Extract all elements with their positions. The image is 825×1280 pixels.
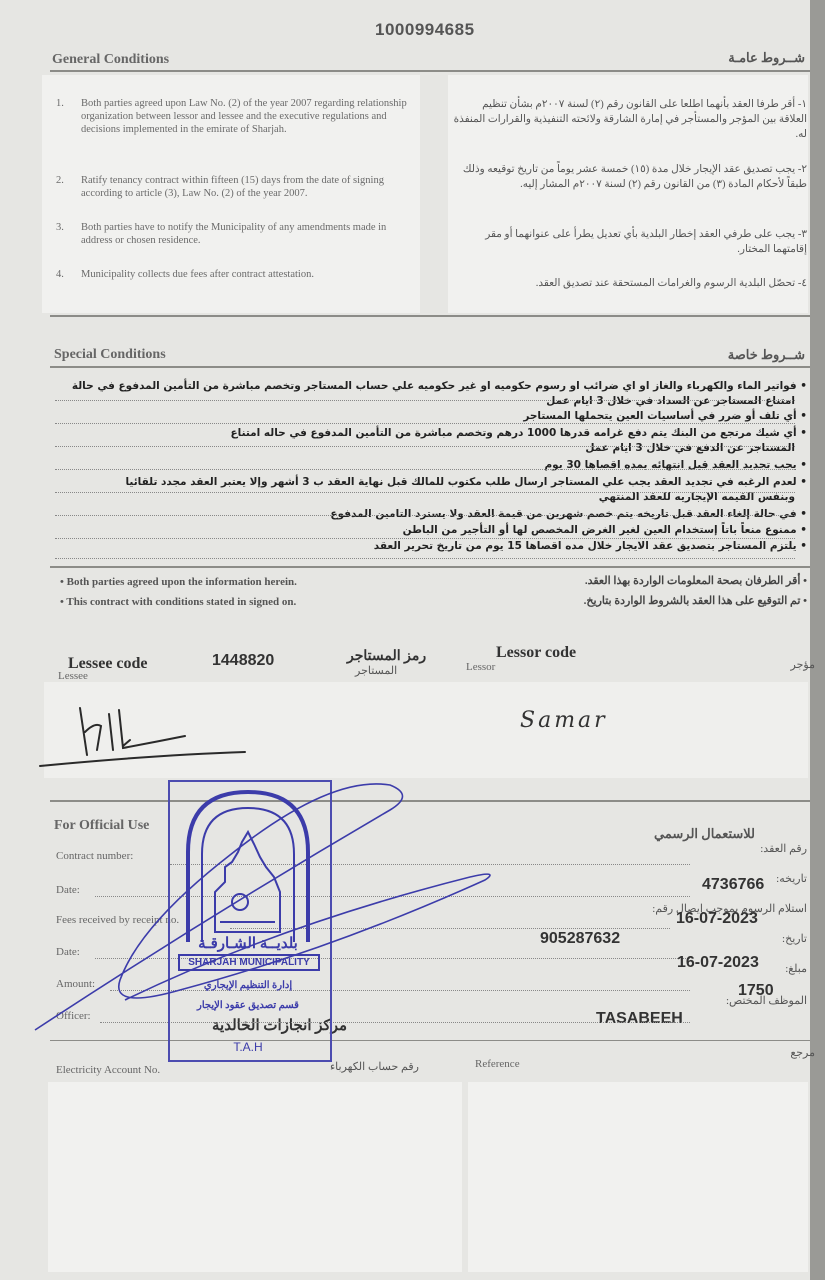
official-label: Date: (56, 884, 80, 896)
official-label: Fees received by receipt no. (56, 914, 180, 926)
officer-signature (30, 775, 510, 1035)
dotted-line (55, 469, 795, 470)
official-label: Amount: (56, 978, 96, 990)
special-condition-line: المستاجر عن الدفع في خلال 3 ايام عمل (585, 442, 795, 454)
stamp-code: T.A.H (233, 1040, 263, 1054)
special-conditions-title-ar: شــروط خاصة (727, 347, 805, 362)
divider (50, 1040, 810, 1041)
official-label-ar: مبلغ: (785, 963, 807, 975)
lessee-code-label-ar: رمز المستاجر (347, 649, 427, 664)
lessor-signature-box (462, 682, 808, 778)
special-conditions-title: Special Conditions (54, 347, 166, 362)
lessee-label: Lessee (58, 670, 88, 682)
lessor-signature: Samar (520, 708, 608, 733)
official-value: 16-07-2023 (677, 954, 759, 971)
official-value: 16-07-2023 (676, 910, 758, 927)
general-conditions-title: General Conditions (52, 52, 170, 67)
official-value: 905287632 (540, 930, 621, 947)
official-use-title-ar: للاستعمال الرسمي (654, 826, 755, 841)
electricity-account-box (48, 1082, 462, 1272)
divider (50, 315, 810, 317)
special-condition-line: • في حالة إلغاء العقد قبل تاريخه يتم خصم شهرين من قيمة العقد ولا يسترد التامين المدفوع (330, 508, 807, 520)
lessee-code-value: 1448820 (212, 652, 275, 669)
lessee-label-ar: المستاجر (355, 665, 398, 677)
lessor-code-label: Lessor code (496, 644, 577, 661)
contract-number: 1000994685 (375, 20, 475, 39)
official-label-ar: تاريخ: (782, 933, 807, 945)
official-label-ar: تاريخه: (776, 873, 807, 885)
reference-label-ar: مرجع (790, 1047, 815, 1059)
special-condition-line: • يلتزم المستاجر بتصديق عقد الايجار خلال مده اقصاها 15 يوم من تاريخ تحرير العقد (373, 540, 807, 552)
agreement-line-en: • This contract with conditions stated in signed on. (60, 596, 297, 608)
dotted-line (55, 558, 795, 559)
agreement-line-en: • Both parties agreed upon the information herein. (60, 576, 297, 588)
general-condition-ar: ٢- يجب تصديق عقد الإيجار خلال مدة (١٥) خمسة عشر يوماً من تاريخ توقيعه وذلك طبقاً لأحكام المادة (٣) من القانون رقم (٢) لسنة ٢٠٠٧م المشار إليه. (462, 164, 807, 190)
dotted-line (55, 400, 795, 401)
lessee-code-label: Lessee code (68, 655, 148, 672)
electricity-account-label: Electricity Account No. (56, 1064, 161, 1076)
special-condition-line: امتناع المستاجر عن السداد في خلال 3 ايام عمل (546, 395, 795, 407)
official-use-title: For Official Use (54, 818, 150, 833)
officer-name: TASABEEH (596, 1010, 683, 1027)
official-label-ar: استلام الرسوم بموجب ايصال رقم: (652, 903, 807, 915)
official-label-ar: رقم العقد: (760, 843, 807, 855)
dotted-line (55, 492, 795, 493)
special-condition-line: • أي شيك مرتجع من البنك يتم دفع غرامه قدرها 1000 درهم وتخصم مباشرة من التأمين المدفوع في حاله امتناع (230, 427, 807, 439)
divider (50, 566, 810, 568)
official-label-ar: الموظف المختص: (725, 995, 807, 1007)
electricity-account-label-ar: رقم حساب الكهرباء (330, 1061, 419, 1073)
dotted-line (55, 423, 795, 424)
official-label: Contract number: (56, 850, 134, 862)
officer-center: مركز انجازات الخالدية (212, 1018, 348, 1034)
dotted-line (55, 538, 795, 539)
reference-box (468, 1082, 808, 1272)
general-condition-ar: ١- أقر طرفا العقد بأنهما اطلعا على القانون رقم (٢) لسنة ٢٠٠٧م بشأن تنظيم العلاقة بين المؤجر والمستأجر في إمارة الشارقة ولائحته التنفيذية والقرارات المنفذة له. (453, 99, 807, 140)
official-label: Officer: (56, 1010, 91, 1022)
page-edge (810, 0, 825, 1280)
official-label: Date: (56, 946, 80, 958)
official-value: 4736766 (702, 876, 765, 893)
special-condition-line: • لعدم الرغبه في تجديد العقد يجب علي المستاجر ارسال طلب مكتوب للمالك قبل نهاية العقد ب 3 أشهر وإلا يعتبر العقد مجدد تلقائيا (125, 476, 807, 488)
dotted-line (55, 446, 795, 447)
special-condition-line: • فواتير الماء والكهرباء والغاز او اي ضرائب او رسوم حكوميه او غير حكوميه علي حساب المستاجر وتخصم مباشرة من التأمين المدفوع في حالة (71, 380, 807, 392)
reference-label: Reference (475, 1058, 520, 1070)
agreement-line-ar: • تم التوقيع على هذا العقد بالشروط الواردة بتاريخ. (583, 595, 807, 607)
lessor-label: Lessor (466, 661, 496, 673)
general-condition-ar: ٤- تحصّل البلدية الرسوم والغرامات المستحقة عند تصديق العقد. (535, 278, 807, 289)
official-value: 1750 (738, 982, 774, 999)
stamp-section-ar: قسم تصديق عقود الإيجار (197, 1000, 299, 1011)
special-condition-line: • يجب تجديد العقد قبل انتهائه بمده اقصاها 30 يوم (544, 459, 807, 471)
special-condition-line: • أي تلف أو ضرر في أساسيات العين يتحملها المستاجر (523, 410, 807, 422)
divider (50, 366, 810, 368)
special-condition-line: • ممنوع منعاً باتاً إستخدام العين لغير الغرض المخصص لها أو التأجير من الباطن (402, 524, 807, 536)
lessor-label-ar: مؤجر (790, 659, 815, 671)
agreement-line-ar: • أقر الطرفان بصحة المعلومات الواردة بهذا العقد. (584, 575, 807, 587)
lessee-signature (35, 700, 255, 770)
divider (50, 70, 810, 72)
stamp-dept-ar: إدارة التنظيم الإيجاري (203, 980, 293, 991)
stamp-name-en: SHARJAH MUNICIPALITY (178, 954, 320, 971)
special-condition-line: وبنفس القيمه الإيجاريه للعقد المنتهي (598, 491, 795, 503)
general-condition-ar: ٣- يجب على طرفي العقد إخطار البلدية بأي تعديل يطرأ على عنوانهما أو مقر إقامتهما المختار. (485, 229, 807, 255)
dotted-line (55, 515, 795, 516)
general-conditions-title-ar: شــروط عامـة (728, 50, 805, 65)
stamp-name-ar: بلديــة الشـارقـة (198, 936, 298, 952)
